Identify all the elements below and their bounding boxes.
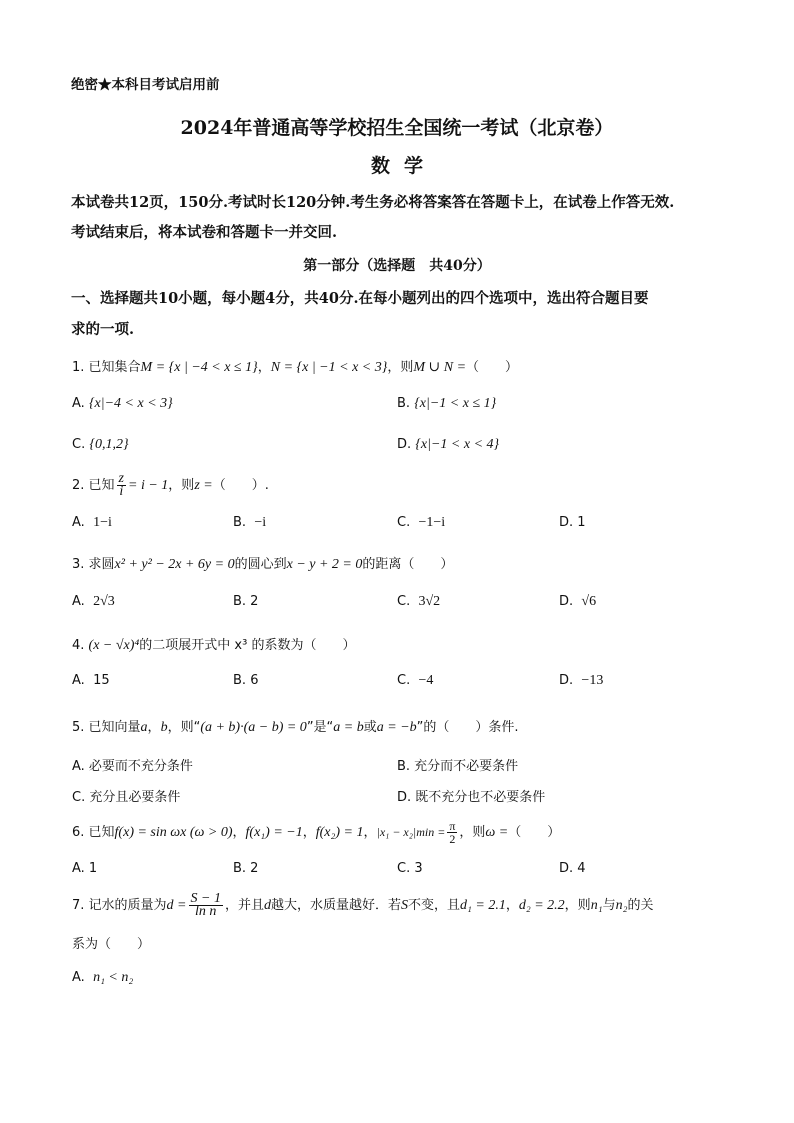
question-1-option-d: D. {x|−1 < x < 4}: [397, 437, 500, 452]
question-3-option-a: A. 2√3: [72, 594, 115, 609]
question-5-option-c: C. 充分且必要条件: [72, 790, 181, 805]
question-3-option-d: D. √6: [559, 594, 597, 609]
part-heading: 第一部分（选择题 共40分）: [303, 258, 491, 274]
question-4-option-a: A. 15: [72, 673, 110, 688]
question-2-option-b: B. −i: [233, 515, 267, 530]
confidential-note: 绝密★本科目考试启用前: [71, 77, 220, 93]
question-2-option-d: D. 1: [559, 515, 586, 530]
question-6-option-b: B. 2: [233, 861, 259, 876]
question-7-fraction: $\frac{S - 1}{\text{ln n}}$: [190, 891, 221, 919]
question-6-option-c: C. 3: [397, 861, 423, 876]
question-7-stem-line-2: 系为（ ）: [72, 937, 151, 952]
question-2-stem: 2. 已知 $\frac{z}{i}$ = i − 1，则z =（ ）.: [72, 471, 269, 499]
question-4-stem: 4. (x − √x)⁴的二项展开式中 x³ 的系数为（ ）: [72, 638, 356, 653]
question-2-option-a: A. 1−i: [72, 515, 112, 530]
question-2-fraction: $\frac{z}{i}$: [118, 471, 124, 499]
exam-title: 2024年普通高等学校招生全国统一考试（北京卷）: [180, 117, 614, 139]
question-6-option-d: D. 4: [559, 861, 586, 876]
question-6-option-a: A. 1: [72, 861, 98, 876]
question-4-option-d: D. −13: [559, 673, 604, 688]
question-1-option-a: A. {x|−4 < x < 3}: [72, 396, 173, 411]
question-5-stem: 5. 已知向量a，b，则“(a + b)·(a − b) = 0”是“a = b或a = −b”的（ ）条件.: [72, 720, 519, 735]
question-7-stem: 7. 记水的质量为d = $\frac{S - 1}{\text{ln n}}$ ，并且d越大，水质量越好．若S不变，且d₁ = 2.1，d₂ = 2.2，则n₁与n₂的关: [72, 891, 654, 919]
intro-line-1: 本试卷共12页，150分.考试时长120分钟.考生务必将答案答在答题卡上，在试卷上作答无效.: [71, 194, 675, 211]
section-instruction-1: 一、选择题共10小题，每小题4分，共40分.在每小题列出的四个选项中，选出符合题目要: [71, 290, 649, 307]
question-6-fraction: $\frac{\pi}{2}$: [449, 819, 456, 846]
question-3-option-c: C. 3√2: [397, 594, 441, 609]
question-6-stem: 6. 已知f(x) = sin ωx (ω > 0)，f(x₁) = −1，f(x₂) = 1，|x₁ − x₂|min = $\frac{\pi}{2}$ ，则ω =（ ）: [72, 819, 561, 846]
intro-line-2: 考试结束后，将本试卷和答题卡一并交回.: [71, 224, 338, 241]
question-5-option-d: D. 既不充分也不必要条件: [397, 790, 546, 805]
question-5-option-b: B. 充分而不必要条件: [397, 759, 519, 774]
question-2-option-c: C. −1−i: [397, 515, 446, 530]
subject-title: 数学: [370, 155, 437, 177]
question-1-stem: 1. 已知集合M = {x | −4 < x ≤ 1}，N = {x | −1 < x < 3}，则M ∪ N =（ ）: [72, 360, 519, 375]
section-instruction-2: 求的一项.: [71, 321, 135, 338]
question-1-option-b: B. {x|−1 < x ≤ 1}: [397, 396, 497, 411]
question-3-stem: 3. 求圆x² + y² − 2x + 6y = 0的圆心到x − y + 2 = 0的距离（ ）: [72, 557, 454, 572]
question-3-option-b: B. 2: [233, 594, 259, 609]
question-4-option-b: B. 6: [233, 673, 259, 688]
question-4-option-c: C. −4: [397, 673, 434, 688]
question-1-option-c: C. {0,1,2}: [72, 437, 129, 452]
question-7-option-a: A. n₁ < n₂: [72, 970, 134, 985]
question-5-option-a: A. 必要而不充分条件: [72, 759, 193, 774]
